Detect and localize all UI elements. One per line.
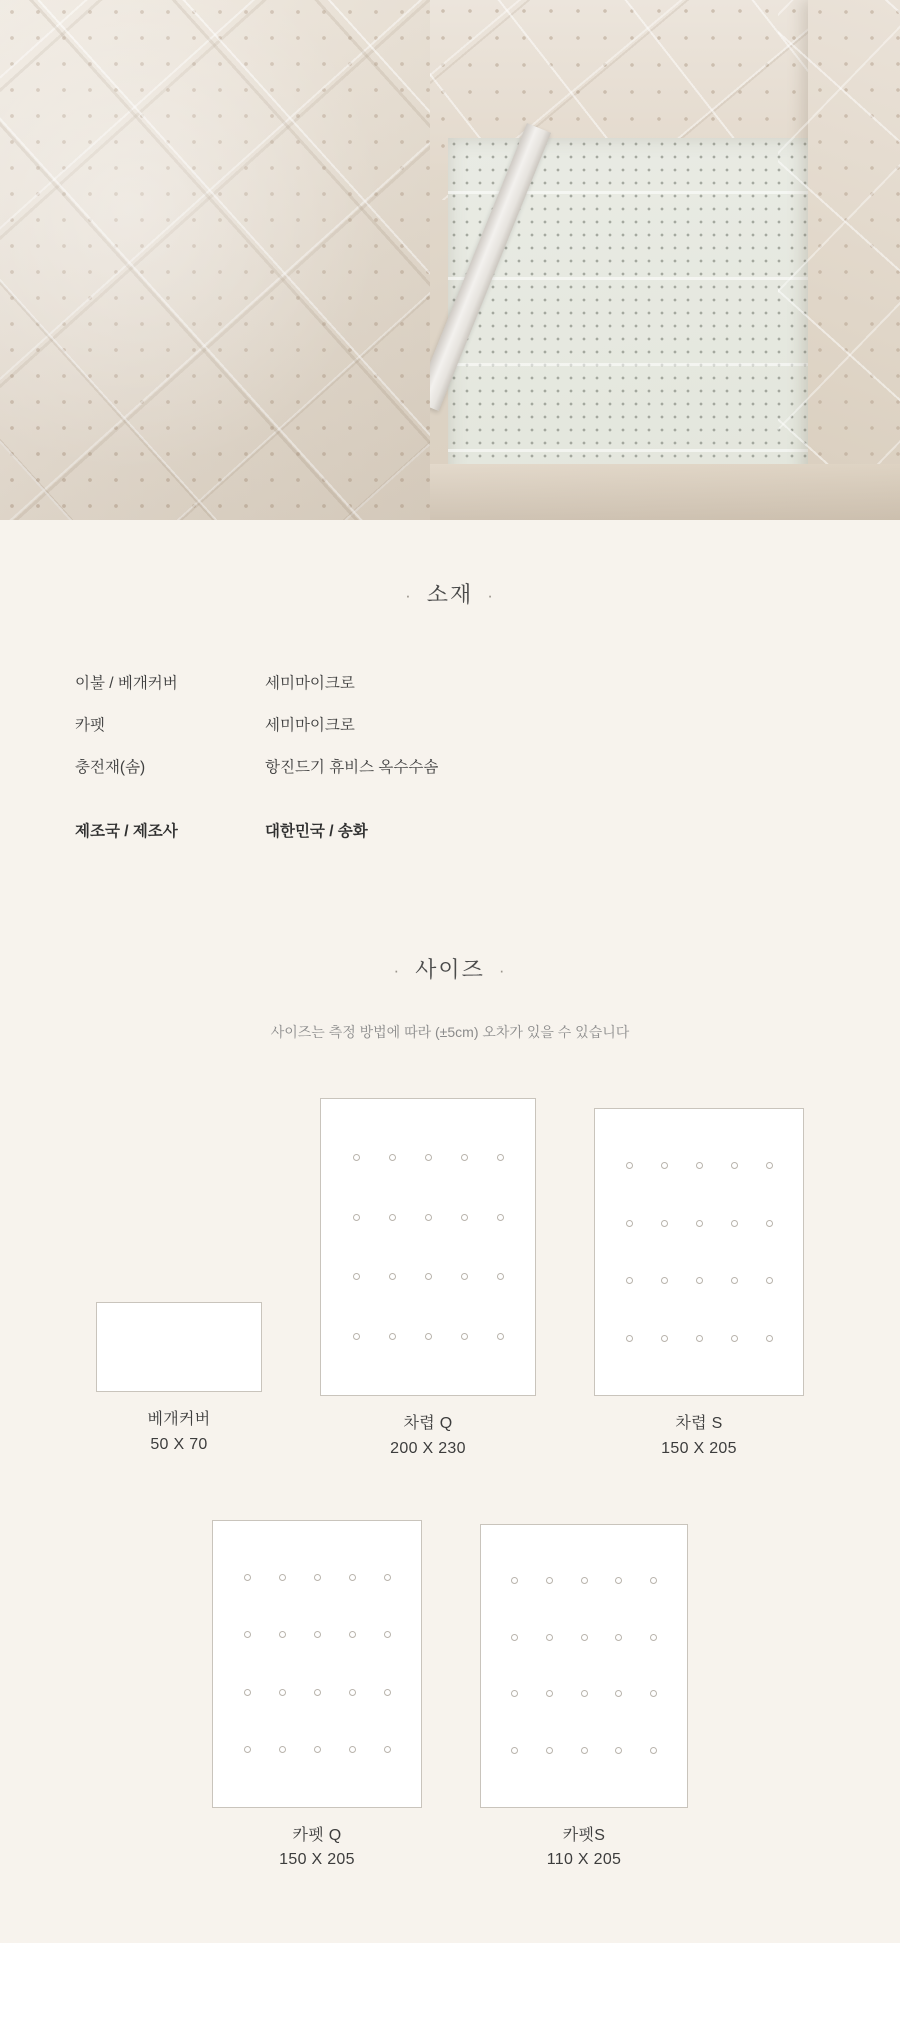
quilt-dot-pattern bbox=[213, 1521, 421, 1807]
quilt-dot bbox=[497, 1273, 504, 1280]
quilt-dot bbox=[650, 1634, 657, 1641]
quilt-dot bbox=[661, 1162, 668, 1169]
manufacturer-key: 제조국 / 제조사 bbox=[75, 823, 178, 840]
size-item-pillowcase bbox=[96, 1302, 262, 1458]
quilt-dot-pattern bbox=[595, 1109, 803, 1395]
photo-right-quilt-layer bbox=[808, 0, 900, 520]
size-diagram-row-2 bbox=[0, 1520, 900, 1874]
quilt-dot bbox=[425, 1154, 432, 1161]
quilt-dot bbox=[581, 1690, 588, 1697]
quilt-dot bbox=[384, 1746, 391, 1753]
material-key: 카펫 bbox=[75, 717, 105, 734]
quilt-dot bbox=[314, 1574, 321, 1581]
size-item-quilt-q bbox=[320, 1098, 536, 1462]
quilt-dot bbox=[650, 1747, 657, 1754]
table-row bbox=[75, 671, 438, 713]
quilt-dot bbox=[546, 1577, 553, 1584]
quilt-dot bbox=[766, 1277, 773, 1284]
quilt-dot bbox=[314, 1689, 321, 1696]
quilt-dot bbox=[696, 1335, 703, 1342]
quilt-dot bbox=[244, 1689, 251, 1696]
quilt-dot bbox=[615, 1634, 622, 1641]
quilt-dot bbox=[279, 1746, 286, 1753]
quilt-dot bbox=[731, 1162, 738, 1169]
size-item-dimensions: 150 X 205 bbox=[279, 1851, 355, 1869]
title-dot-right: · bbox=[487, 586, 495, 606]
photo-folded-bedding bbox=[430, 0, 900, 520]
quilt-dot bbox=[244, 1631, 251, 1638]
quilt-dot bbox=[615, 1747, 622, 1754]
size-box-pillowcase bbox=[96, 1302, 262, 1392]
size-box-carpet-q bbox=[212, 1520, 422, 1808]
quilt-dot bbox=[626, 1220, 633, 1227]
quilt-dot bbox=[497, 1154, 504, 1161]
quilt-dot bbox=[650, 1577, 657, 1584]
quilt-dot bbox=[766, 1335, 773, 1342]
size-section-title bbox=[0, 953, 900, 984]
size-item-dimensions: 50 X 70 bbox=[150, 1435, 208, 1453]
title-dot-left: · bbox=[393, 961, 402, 981]
size-item-quilt-s bbox=[594, 1108, 804, 1462]
size-item-dimensions: 150 X 205 bbox=[661, 1439, 737, 1457]
material-title-text: 소재 bbox=[426, 582, 474, 607]
quilt-dot bbox=[497, 1333, 504, 1340]
quilt-dot bbox=[384, 1631, 391, 1638]
quilt-dot bbox=[389, 1333, 396, 1340]
quilt-dot bbox=[389, 1214, 396, 1221]
material-value: 항진드기 휴비스 옥수수솜 bbox=[265, 759, 439, 776]
title-dot-right: · bbox=[498, 961, 507, 981]
table-row-manufacturer bbox=[75, 797, 438, 861]
quilt-dot bbox=[581, 1634, 588, 1641]
quilt-dot-pattern bbox=[321, 1099, 535, 1395]
table-row bbox=[75, 713, 438, 755]
quilt-dot bbox=[731, 1277, 738, 1284]
material-key: 이불 / 베개커버 bbox=[75, 675, 178, 692]
quilt-dot bbox=[497, 1214, 504, 1221]
size-item-name: 차렵 Q bbox=[403, 1415, 453, 1432]
size-diagram-row-1 bbox=[0, 1098, 900, 1462]
size-item-carpet-q bbox=[212, 1520, 422, 1874]
quilt-dot bbox=[615, 1690, 622, 1697]
size-item-name: 카펫S bbox=[562, 1826, 606, 1844]
quilt-dot bbox=[766, 1220, 773, 1227]
quilt-dot bbox=[626, 1277, 633, 1284]
quilt-dot bbox=[546, 1690, 553, 1697]
size-item-carpet-s bbox=[480, 1524, 688, 1874]
size-caption-carpet-q bbox=[279, 1824, 355, 1874]
quilt-dot bbox=[615, 1577, 622, 1584]
quilt-dot bbox=[581, 1747, 588, 1754]
quilt-dot bbox=[626, 1335, 633, 1342]
size-box-quilt-q bbox=[320, 1098, 536, 1396]
quilt-dot bbox=[511, 1634, 518, 1641]
material-value: 세미마이크로 bbox=[265, 717, 355, 734]
quilt-dot bbox=[389, 1154, 396, 1161]
quilt-dot bbox=[766, 1162, 773, 1169]
size-item-dimensions: 110 X 205 bbox=[546, 1851, 622, 1869]
quilt-dot bbox=[511, 1577, 518, 1584]
size-caption-carpet-s bbox=[547, 1824, 621, 1874]
material-value: 세미마이크로 bbox=[265, 675, 355, 692]
size-item-name: 카펫 Q bbox=[292, 1826, 342, 1844]
quilt-dot bbox=[546, 1747, 553, 1754]
quilt-dot bbox=[696, 1277, 703, 1284]
quilt-dot bbox=[626, 1162, 633, 1169]
title-dot-left: · bbox=[405, 586, 413, 606]
quilt-dot bbox=[461, 1154, 468, 1161]
quilt-dot bbox=[349, 1689, 356, 1696]
quilt-dot bbox=[731, 1220, 738, 1227]
quilt-dot bbox=[349, 1631, 356, 1638]
quilt-dot bbox=[353, 1154, 360, 1161]
quilt-dot bbox=[511, 1690, 518, 1697]
quilt-dot bbox=[314, 1631, 321, 1638]
quilt-dot bbox=[461, 1214, 468, 1221]
photo-quilted-fabric-closeup bbox=[0, 0, 430, 520]
quilt-dot bbox=[314, 1746, 321, 1753]
size-item-name: 베개커버 bbox=[147, 1411, 211, 1428]
photo-bottom-edge bbox=[430, 464, 900, 520]
size-caption-quilt-q bbox=[390, 1412, 466, 1462]
quilt-dot bbox=[425, 1333, 432, 1340]
quilt-dot bbox=[461, 1333, 468, 1340]
quilt-dot bbox=[279, 1631, 286, 1638]
quilt-dot bbox=[349, 1746, 356, 1753]
quilt-dot bbox=[581, 1577, 588, 1584]
size-item-dimensions: 200 X 230 bbox=[390, 1439, 466, 1457]
quilt-dot bbox=[384, 1689, 391, 1696]
size-box-quilt-s bbox=[594, 1108, 804, 1396]
quilt-dot bbox=[661, 1220, 668, 1227]
material-key: 충전재(솜) bbox=[75, 759, 146, 776]
quilt-dot bbox=[696, 1162, 703, 1169]
manufacturer-value: 대한민국 / 송화 bbox=[265, 823, 368, 840]
quilt-dot bbox=[244, 1574, 251, 1581]
size-section bbox=[0, 861, 900, 1943]
size-box-carpet-s bbox=[480, 1524, 688, 1808]
size-caption-pillowcase bbox=[147, 1408, 210, 1458]
quilt-dot bbox=[279, 1574, 286, 1581]
quilt-dot bbox=[244, 1746, 251, 1753]
material-section-title bbox=[0, 578, 900, 609]
quilt-dot bbox=[384, 1574, 391, 1581]
quilt-dot bbox=[425, 1214, 432, 1221]
quilt-dot bbox=[661, 1335, 668, 1342]
product-photo-banner bbox=[0, 0, 900, 520]
quilt-dot bbox=[546, 1634, 553, 1641]
quilt-dot bbox=[353, 1214, 360, 1221]
material-table bbox=[75, 671, 438, 861]
size-item-name: 차렵 S bbox=[675, 1415, 723, 1432]
size-title-text: 사이즈 bbox=[415, 957, 485, 982]
quilt-dot bbox=[349, 1574, 356, 1581]
quilt-dot bbox=[353, 1333, 360, 1340]
size-caption-quilt-s bbox=[661, 1412, 737, 1462]
quilt-dot bbox=[731, 1335, 738, 1342]
quilt-dot bbox=[650, 1690, 657, 1697]
quilt-dot bbox=[661, 1277, 668, 1284]
quilt-dot-pattern bbox=[481, 1525, 687, 1807]
quilt-dot bbox=[389, 1273, 396, 1280]
table-row bbox=[75, 755, 438, 797]
material-section bbox=[0, 520, 900, 861]
quilt-dot bbox=[425, 1273, 432, 1280]
quilt-dot bbox=[353, 1273, 360, 1280]
quilt-dot bbox=[696, 1220, 703, 1227]
quilt-dot bbox=[461, 1273, 468, 1280]
quilt-dot bbox=[511, 1747, 518, 1754]
quilt-dot bbox=[279, 1689, 286, 1696]
size-tolerance-note: 사이즈는 측정 방법에 따라 (±5cm) 오차가 있을 수 있습니다 bbox=[270, 1024, 630, 1040]
